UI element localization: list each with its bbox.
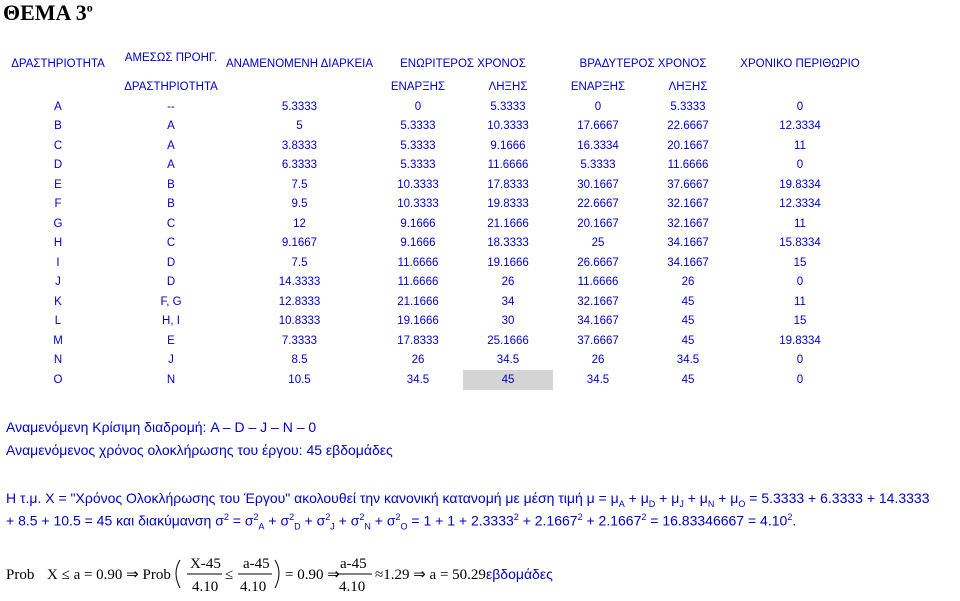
table-cell: 8.5 [291, 354, 308, 367]
table-cell: 26 [591, 354, 605, 367]
table-cell: 10.3333 [487, 120, 529, 133]
table-cell: E [167, 334, 175, 347]
formula-unit: εβδομάδες [486, 566, 553, 582]
table-cell: 7.5 [291, 178, 308, 191]
table-cell: H [53, 237, 63, 250]
table-cell: I [56, 256, 60, 269]
table-cell: 34.1667 [667, 256, 709, 269]
table-row [0, 195, 867, 215]
table-cell: 0 [796, 159, 804, 172]
frac2-num: a-45 [243, 556, 270, 572]
table-cell: 22.6667 [577, 198, 619, 211]
table-cell: 34.5 [586, 373, 610, 386]
table-cell: 21.1666 [397, 295, 439, 308]
table-cell: A [167, 139, 175, 152]
table-cell: 15.8334 [779, 237, 821, 250]
table-cell: 11 [794, 139, 806, 152]
table-cell: -- [167, 100, 175, 113]
header-slack: ΧΡΟΝΙΚΟ ΠΕΡΙΘΩΡΙΟ [740, 58, 860, 70]
table-cell: 26 [501, 276, 515, 289]
header-ls: ΕΝΑΡΞΗΣ [570, 80, 626, 93]
table-cell: 9.1666 [400, 217, 436, 230]
formula-prob: Prob [6, 567, 35, 583]
table-cell: M [53, 334, 63, 347]
table-cell: 10.3333 [397, 198, 439, 211]
table-row [0, 273, 867, 293]
table-cell: 11 [794, 217, 806, 230]
table-cell: 14.3333 [278, 276, 321, 289]
table-cell: B [54, 120, 62, 133]
table-cell: 11.6666 [577, 276, 619, 289]
table-cell: 30 [501, 315, 515, 328]
table-cell: 25.1666 [487, 334, 529, 347]
header-es: ΕΝΑΡΞΗΣ [390, 80, 446, 93]
table-cell: N [53, 354, 63, 367]
table-cell: 32.1667 [667, 198, 709, 211]
table-cell: 34.1667 [667, 237, 709, 250]
table-cell: F, G [160, 295, 182, 308]
table-cell: 19.8334 [779, 178, 821, 191]
table-cell: 18.3333 [487, 237, 529, 250]
table-cell: 12.3334 [779, 120, 821, 133]
critical-path-text: Αναμενόμενη Κρίσιμη διαδρομή: A – D – J – N – 0 [6, 419, 317, 435]
header-earliest-time: ΕΝΩΡΙΤΕΡΟΣ ΧΡΟΝΟΣ [400, 58, 526, 70]
table-cell: 15 [793, 315, 807, 328]
header-predecessor: ΑΜΕΣΩΣ ΠΡΟΗΓ. [124, 52, 218, 64]
table-cell: 0 [796, 100, 804, 113]
formula-mid: = 0.90 ⇒ [285, 567, 340, 583]
header-ef: ΛΗΞΗΣ [488, 80, 528, 93]
table-cell: 0 [796, 276, 804, 289]
table-cell: 19.8333 [487, 198, 529, 211]
table-cell: H, I [162, 315, 180, 328]
table-cell: 22.6667 [667, 120, 709, 133]
table-cell: 34.5 [496, 354, 520, 367]
header-activity-sub: ΔΡΑΣΤΗΡΙΟΤΗΤΑ [124, 80, 218, 93]
table-cell: 9.1667 [281, 237, 318, 250]
frac3-num: a-45 [340, 556, 367, 572]
table-cell: L [54, 315, 62, 328]
table-cell: 19.1666 [397, 315, 439, 328]
table-cell: 37.6667 [667, 178, 709, 191]
table-row [0, 370, 867, 390]
table-row [0, 156, 867, 176]
table-cell: 32.1667 [577, 295, 619, 308]
table-cell: C [53, 139, 63, 152]
svg-text:≤: ≤ [225, 567, 234, 583]
header-latest-time: ΒΡΑΔΥΤΕΡΟΣ ΧΡΟΝΟΣ [579, 58, 707, 70]
table-cell: 0 [796, 373, 804, 386]
table-cell: E [54, 178, 62, 191]
table-cell: 26.6667 [577, 256, 619, 269]
table-cell: 34 [501, 295, 515, 308]
table-header-row-2 [0, 76, 867, 97]
table-cell: 10.3333 [397, 178, 439, 191]
table-cell: 45 [463, 370, 553, 390]
table-cell: 19.1666 [487, 256, 529, 269]
table-cell: 3.8333 [281, 139, 318, 152]
frac1-num: X-45 [190, 556, 221, 572]
table-row [0, 312, 867, 332]
table-cell: 12 [293, 217, 306, 230]
table-cell: D [166, 256, 176, 269]
table-cell: 5.3333 [580, 159, 616, 172]
formula-lhs: X ≤ a = 0.90 ⇒ Prob [47, 567, 171, 583]
table-cell: 12.3334 [779, 198, 821, 211]
table-cell: 17.8333 [487, 178, 529, 191]
header-lf: ΛΗΞΗΣ [668, 80, 708, 93]
table-cell: 5.3333 [490, 100, 526, 113]
table-cell: O [53, 373, 63, 386]
table-cell: 11.6666 [397, 256, 439, 269]
table-cell: D [53, 159, 63, 172]
table-cell: 12.8333 [278, 295, 321, 308]
table-cell: 11 [794, 295, 806, 308]
table-cell: A [167, 120, 175, 133]
table-header-row-1 [0, 52, 867, 76]
table-row [0, 97, 867, 117]
table-cell: 45 [681, 334, 695, 347]
table-cell: 5.3333 [400, 139, 436, 152]
table-cell: 34.5 [406, 373, 430, 386]
header-expected-duration: ΑΝΑΜΕΝΟΜΕΝΗ ΔΙΑΡΚΕΙΑ [226, 58, 373, 70]
table-cell: 11.6666 [667, 159, 709, 172]
table-cell: 45 [681, 373, 695, 386]
table-cell: 0 [414, 100, 422, 113]
table-cell: J [55, 276, 61, 289]
distribution-line-2: + 8.5 + 10.5 = 45 και διακύμανση $\sigma^2 = \sigma^2_A + \sigma^2_D + \sigma^2_J + \sigma^2_N + \sigma^2_O = 1 + 1 + 2.3333^2 + 2.1667^2 + 2.1667^2 = 16.83346667 = 4.10^2$. [6, 512, 797, 532]
table-cell: 45 [681, 295, 695, 308]
table-row [0, 234, 867, 254]
table-cell: D [166, 276, 176, 289]
table-cell: 7.3333 [281, 334, 318, 347]
table-cell: 6.3333 [281, 159, 318, 172]
table-cell: 5 [296, 120, 303, 133]
completion-time-text: Αναμενόμενος χρόνος ολοκλήρωσης του έργου: 45 εβδομάδες [6, 442, 393, 458]
table-cell: 37.6667 [577, 334, 619, 347]
table-cell: 17.6667 [577, 120, 619, 133]
table-row [0, 117, 867, 137]
table-cell: C [166, 217, 176, 230]
header-activity: ΔΡΑΣΤΗΡΙΟΤΗΤΑ [11, 58, 105, 70]
table-cell: 30.1667 [577, 178, 619, 191]
table-row [0, 351, 867, 371]
table-cell: C [166, 237, 176, 250]
table-row [0, 136, 867, 156]
table-cell: 15 [793, 256, 807, 269]
table-cell: 17.8333 [397, 334, 439, 347]
table-cell: 5.3333 [670, 100, 706, 113]
table-cell: 20.1667 [667, 139, 709, 152]
page-title: ΘΕΜΑ $3^o$ [3, 0, 93, 25]
pert-table [0, 52, 867, 390]
table-cell: K [54, 295, 62, 308]
table-cell: 34.1667 [577, 315, 619, 328]
table-cell: 25 [591, 237, 605, 250]
table-row [0, 214, 867, 234]
table-cell: A [54, 100, 62, 113]
table-cell: 19.8334 [779, 334, 821, 347]
table-cell: 0 [796, 354, 804, 367]
table-row [0, 331, 867, 351]
frac2-den: 4.10 [240, 579, 267, 595]
formula-rhs: ≈1.29 ⇒ a = 50.29 [375, 567, 486, 583]
table-cell: 5.3333 [281, 100, 318, 113]
table-cell: 45 [681, 315, 695, 328]
table-cell: 7.5 [291, 256, 308, 269]
table-cell: G [53, 217, 63, 230]
table-cell: 9.5 [291, 198, 308, 211]
table-cell: 26 [411, 354, 425, 367]
table-cell: A [167, 159, 175, 172]
table-cell: N [166, 373, 176, 386]
frac3-den: 4.10 [339, 579, 366, 595]
table-cell: 9.1666 [490, 139, 526, 152]
probability-formula [0, 548, 620, 598]
table-cell: 34.5 [676, 354, 700, 367]
table-cell: 10.8333 [278, 315, 321, 328]
table-row [0, 253, 867, 273]
table-cell: 11.6666 [397, 276, 439, 289]
table-row [0, 175, 867, 195]
table-row [0, 292, 867, 312]
table-cell: 32.1667 [667, 217, 709, 230]
table-cell: 26 [681, 276, 695, 289]
table-cell: 5.3333 [400, 159, 436, 172]
table-cell: 10.5 [288, 373, 311, 386]
table-cell: 21.1666 [487, 217, 529, 230]
frac1-den: 4.10 [192, 579, 219, 595]
distribution-line-1: Η τ.μ. Χ = "Χρόνος Ολοκλήρωσης του Έργου" ακολουθεί την κανονική κατανομή με μέση τιμή $\mu = \mu_A + \mu_D + \mu_J + \mu_N + \mu_O = 5.3333 + 6.3333 + 14.3333$ [6, 490, 930, 509]
table-cell: 11.6666 [487, 159, 529, 172]
table-cell: F [54, 198, 62, 211]
table-cell: 5.3333 [400, 120, 436, 133]
table-cell: 0 [594, 100, 602, 113]
table-cell: 20.1667 [577, 217, 619, 230]
table-cell: B [167, 198, 175, 211]
table-cell: 16.3334 [577, 139, 619, 152]
table-cell: J [168, 354, 174, 367]
table-cell: B [167, 178, 175, 191]
table-cell: 9.1666 [400, 237, 436, 250]
